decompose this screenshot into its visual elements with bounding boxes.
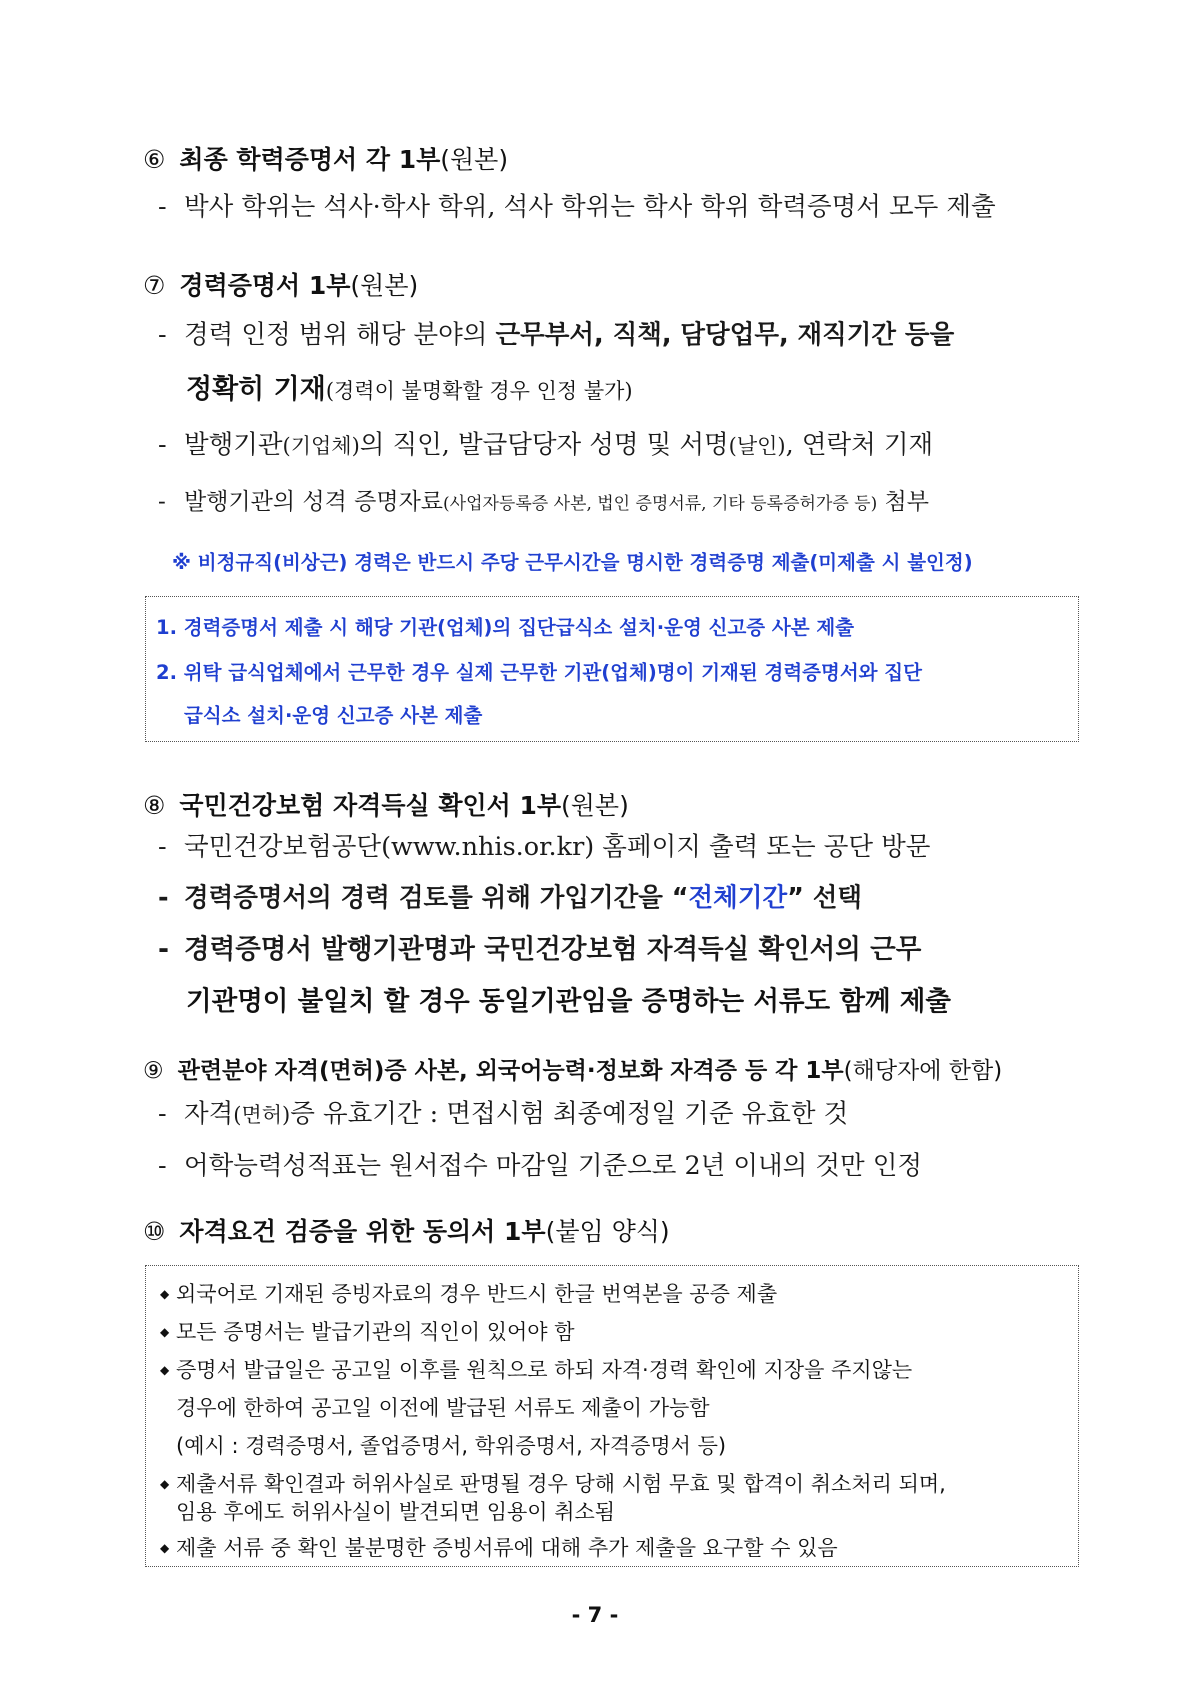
section-title: 최종 학력증명서 각 1부 [179, 145, 441, 174]
note-bullet-1: ◆ 외국어로 기재된 증빙자료의 경우 반드시 한글 번역본을 공증 제출 [160, 1282, 778, 1306]
note-bullet-2: ◆ 모든 증명서는 발급기관의 직인이 있어야 함 [160, 1320, 575, 1344]
notice-line-2: 2. 위탁 급식업체에서 근무한 경우 실제 근무한 기관(업체)명이 기재된 경력증명서와 집단 [156, 661, 922, 684]
section-number: ⑨ [143, 1058, 164, 1084]
diamond-bullet-icon: ◆ [160, 1287, 170, 1301]
section-note: (해당자에 한함) [843, 1058, 1003, 1084]
diamond-bullet-icon: ◆ [160, 1541, 170, 1555]
section-title: 경력증명서 1부 [179, 271, 351, 300]
section-title: 관련분야 자격(면허)증 사본, 외국어능력·정보화 자격증 등 각 1부 [177, 1058, 844, 1084]
section-note: (원본) [440, 145, 509, 174]
s8-item-1: - 국민건강보험공단(www.nhis.or.kr) 홈페이지 출력 또는 공단 방문 [158, 832, 931, 862]
section-10-heading [143, 1212, 670, 1248]
diamond-bullet-icon: ◆ [160, 1477, 170, 1491]
note-bullet-3: ◆ 증명서 발급일은 공고일 이후를 원칙으로 하되 자격·경력 확인에 지장을 주지않는 [160, 1358, 913, 1382]
note-bullet-4: ◆ 제출서류 확인결과 허위사실로 판명될 경우 당해 시험 무효 및 합격이 취소처리 되며, [160, 1472, 946, 1496]
section-8-heading [143, 786, 629, 822]
section-title: 국민건강보험 자격득실 확인서 1부 [179, 791, 562, 820]
note-bullet-4-cont: 임용 후에도 허위사실이 발견되면 임용이 취소됨 [176, 1500, 616, 1524]
s6-item-1: - 박사 학위는 석사·학사 학위, 석사 학위는 학사 학위 학력증명서 모두 제출 [158, 192, 996, 222]
diamond-bullet-icon: ◆ [160, 1363, 170, 1377]
section-note: (원본) [350, 271, 419, 300]
section-number: ⑥ [143, 145, 166, 174]
s8-item-3-cont: 기관명이 불일치 할 경우 동일기관임을 증명하는 서류도 함께 제출 [186, 986, 951, 1017]
s7-item-3: - 발행기관의 성격 증명자료(사업자등록증 사본, 법인 증명서류, 기타 등록증허가증 등) 첨부 [158, 489, 929, 515]
section-6-heading [143, 140, 508, 176]
section-title: 자격요건 검증을 위한 동의서 1부 [179, 1217, 546, 1246]
section-9-heading [143, 1052, 1002, 1085]
s7-item-1-cont: 정확히 기재(경력이 불명확할 경우 인정 불가) [186, 374, 633, 405]
s7-item-2: - 발행기관(기업체)의 직인, 발급담당자 성명 및 서명(날인), 연락처 기재 [158, 430, 934, 460]
s8-item-2: - 경력증명서의 경력 검토를 위해 가입기간을 “전체기간” 선택 [158, 883, 862, 913]
notice-line-2-cont: 급식소 설치·운영 신고증 사본 제출 [184, 704, 483, 727]
s9-item-1: - 자격(면허)증 유효기간 : 면접시험 최종예정일 기준 유효한 것 [158, 1099, 849, 1129]
submission-notes-box [145, 1265, 1079, 1567]
diamond-bullet-icon: ◆ [160, 1325, 170, 1339]
s9-item-2: - 어학능력성적표는 원서접수 마감일 기준으로 2년 이내의 것만 인정 [158, 1151, 923, 1181]
section-note: (붙임 양식) [545, 1217, 670, 1246]
section-7-heading [143, 266, 418, 302]
s7-item-1: - 경력 인정 범위 해당 분야의 근무부서, 직책, 담당업무, 재직기간 등을 [158, 320, 955, 350]
note-bullet-3-example: (예시 : 경력증명서, 졸업증명서, 학위증명서, 자격증명서 등) [176, 1434, 727, 1458]
career-notice-box [145, 596, 1079, 742]
section-note: (원본) [561, 791, 629, 820]
note-bullet-5: ◆ 제출 서류 중 확인 불분명한 증빙서류에 대해 추가 제출을 요구할 수 있음 [160, 1536, 838, 1560]
section-number: ⑩ [143, 1217, 166, 1246]
part-time-career-note: ※ 비정규직(비상근) 경력은 반드시 주당 근무시간을 명시한 경력증명 제출(미제출 시 불인정) [172, 551, 973, 574]
s8-item-3: - 경력증명서 발행기관명과 국민건강보험 자격득실 확인서의 근무 [158, 934, 922, 965]
note-bullet-3-cont: 경우에 한하여 공고일 이전에 발급된 서류도 제출이 가능함 [176, 1396, 710, 1420]
notice-line-1: 1. 경력증명서 제출 시 해당 기관(업체)의 집단급식소 설치·운영 신고증 사본 제출 [156, 616, 855, 639]
section-number: ⑧ [143, 791, 166, 820]
page-number: - 7 - [571, 1603, 619, 1627]
section-number: ⑦ [143, 271, 166, 300]
